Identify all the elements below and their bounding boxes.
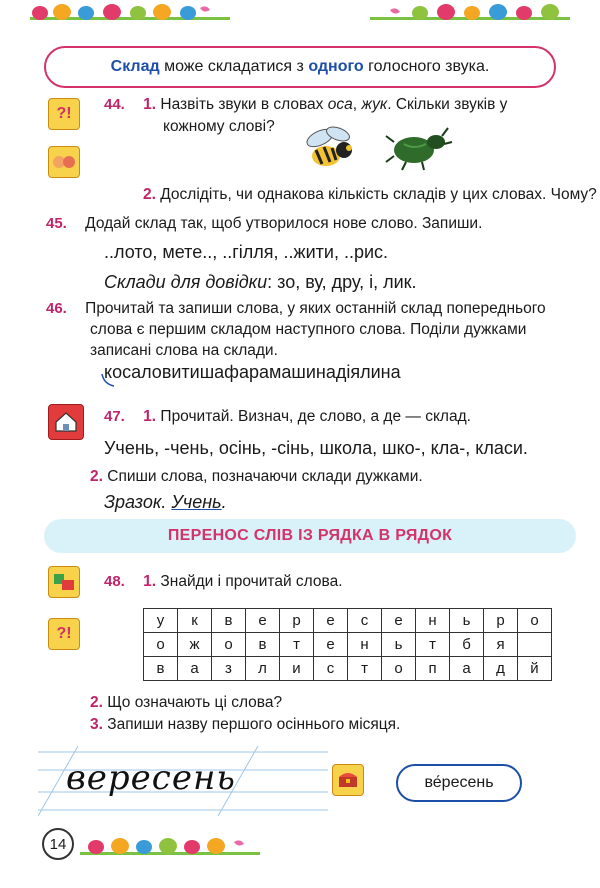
exclamation-question-icon-2: ?!: [48, 618, 80, 650]
pair-work-icon: [48, 146, 80, 178]
ex44-text1b: . Скільки звуків у: [387, 96, 508, 113]
grid-cell: а: [450, 657, 484, 681]
grid-cell: [518, 633, 552, 657]
ex48-task3: Запиши назву першого осіннього місяця.: [107, 716, 401, 733]
shapes-icon: [48, 566, 80, 598]
ex46-number: 46.: [46, 300, 67, 317]
ex44-sub1: 1.: [143, 96, 157, 113]
ex48-sub2: 2.: [90, 694, 103, 711]
ex45-line: [46, 213, 482, 234]
chain-bracket: [98, 372, 398, 388]
rule-text-2: голосного звука.: [363, 58, 490, 75]
ex46-line2: слова є першим складом наступного слова. Поділи дужками: [90, 321, 527, 338]
rule-text-1: може складатися з: [159, 58, 309, 75]
grid-cell: о: [518, 609, 552, 633]
ex47-task1: Прочитай. Визнач, де слово, а де — склад.: [160, 408, 471, 425]
ex48-task1: Знайди і прочитай слова.: [160, 573, 343, 590]
ex45-number: 45.: [46, 215, 67, 232]
grid-cell: з: [212, 657, 246, 681]
grid-cell: е: [246, 609, 280, 633]
chest-icon: [332, 764, 364, 796]
page-number: 14: [42, 828, 74, 860]
rule-word-one: одного: [308, 58, 364, 75]
ex47-sample-label: Зразок.: [104, 492, 167, 512]
ex46-chain: косаловитишафарамашинадіялина: [104, 362, 401, 382]
ex44-line2: кожному слові?: [163, 118, 275, 135]
grid-cell: у: [144, 609, 178, 633]
grid-row: [144, 609, 552, 633]
ex44-text1a: Назвіть звуки в словах: [160, 96, 328, 113]
ex44-task2: [143, 184, 597, 205]
ex48-sub1: 1.: [143, 573, 157, 590]
grid-cell: и: [280, 657, 314, 681]
grid-cell: е: [314, 633, 348, 657]
ex47-sub1: 1.: [143, 408, 157, 425]
ex47-sample-word: Учень: [171, 492, 222, 512]
section-heading: ПЕРЕНОС СЛІВ ІЗ РЯДКА В РЯДОК: [44, 519, 576, 553]
ex47-line1: [104, 406, 471, 427]
grid-cell: я: [484, 633, 518, 657]
grid-cell: ж: [178, 633, 212, 657]
grid-cell: с: [348, 609, 382, 633]
exclamation-question-icon: ?!: [48, 98, 80, 130]
grid-cell: б: [450, 633, 484, 657]
ex44-line1: [104, 94, 507, 115]
grid-cell: ь: [450, 609, 484, 633]
ex44-number: 44.: [104, 96, 125, 113]
grid-cell: д: [484, 657, 518, 681]
ex46-line3: записані слова на склади.: [90, 342, 278, 359]
handwritten-word: вересень: [66, 758, 236, 798]
grid-cell: р: [280, 609, 314, 633]
beetle-illustration: [384, 122, 454, 172]
ex44-word1: оса: [327, 96, 353, 113]
grid-cell: в: [212, 609, 246, 633]
wasp-illustration: [302, 124, 364, 174]
ex48-line1: [104, 571, 343, 592]
ex44-task2-text: Дослідіть, чи однакова кількість складів у цих словах. Чому?: [160, 186, 597, 203]
grid-cell: о: [212, 633, 246, 657]
rule-box: [44, 46, 556, 88]
grid-cell: н: [416, 609, 450, 633]
grid-cell: е: [382, 609, 416, 633]
ex44-comma: ,: [352, 96, 362, 113]
grid-cell: в: [144, 657, 178, 681]
grid-cell: л: [246, 657, 280, 681]
ex44-word2: жук: [361, 96, 388, 113]
grid-cell: е: [314, 609, 348, 633]
grid-cell: п: [416, 657, 450, 681]
ex45-words: ..лото, мете.., ..гілля, ..жити, ..рис.: [104, 242, 389, 262]
ex46-text1: Прочитай та запиши слова, у яких останній склад попереднього: [85, 300, 546, 317]
grid-cell: о: [144, 633, 178, 657]
grid-cell: н: [348, 633, 382, 657]
grid-cell: т: [348, 657, 382, 681]
grid-cell: в: [246, 633, 280, 657]
ex47-line2: [90, 466, 423, 487]
grid-cell: й: [518, 657, 552, 681]
ex48-number: 48.: [104, 573, 125, 590]
ex48-task2: Що означають ці слова?: [107, 694, 283, 711]
grid-cell: т: [416, 633, 450, 657]
grid-cell: р: [484, 609, 518, 633]
ex47-number: 47.: [104, 408, 125, 425]
rule-word-syllable: Склад: [110, 58, 160, 75]
grid-cell: с: [314, 657, 348, 681]
ex45-hint-label: Склади для довідки: [104, 272, 268, 292]
grid-cell: о: [382, 657, 416, 681]
grid-cell: а: [178, 657, 212, 681]
ex46-line1: [46, 298, 546, 319]
ex45-hint-text: : зо, ву, дру, і, лик.: [267, 272, 417, 292]
letter-grid: [143, 608, 552, 681]
answer-pill: ве́ресень: [396, 764, 522, 802]
grid-cell: ь: [382, 633, 416, 657]
house-icon: [48, 404, 84, 440]
ex47-sample: Зразок. Учень.: [104, 492, 227, 512]
ex45-task: Додай склад так, щоб утворилося нове слово. Запиши.: [85, 215, 483, 232]
ex47-sub2: 2.: [90, 468, 103, 485]
ex45-hint: [104, 270, 417, 294]
grid-row: [144, 657, 552, 681]
bottom-border-decoration: [0, 836, 600, 858]
grid-row: [144, 633, 552, 657]
grid-cell: к: [178, 609, 212, 633]
grid-cell: т: [280, 633, 314, 657]
ex48-line3: [90, 714, 400, 735]
ex48-sub3: 3.: [90, 716, 103, 733]
ex47-task2: Спиши слова, позначаючи склади дужками.: [107, 468, 423, 485]
ex47-words: Учень, -чень, осінь, -сінь, школа, шко-, кла-, класи.: [104, 438, 528, 458]
ex44-sub2: 2.: [143, 186, 156, 203]
ex48-line2: [90, 692, 282, 713]
top-border-decoration: [0, 4, 600, 22]
